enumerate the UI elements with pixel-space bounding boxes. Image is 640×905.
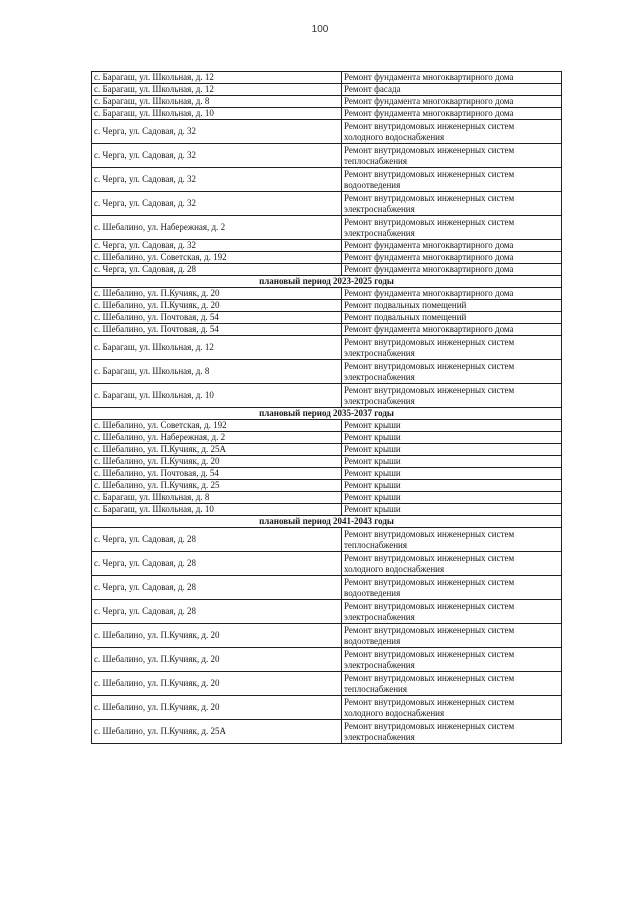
table-row bbox=[92, 120, 562, 144]
table-row bbox=[92, 252, 562, 264]
work-type-line: водоотведения bbox=[344, 635, 401, 646]
work-type-cell bbox=[342, 480, 562, 492]
work-type-cell bbox=[342, 96, 562, 108]
work-type-cell bbox=[342, 360, 562, 384]
work-type-line: водоотведения bbox=[344, 179, 401, 190]
work-type-line: электроснабжения bbox=[344, 611, 415, 622]
address-cell: с. Черга, ул. Садовая, д. 32 bbox=[92, 120, 342, 144]
table-body bbox=[92, 72, 562, 744]
work-type-line: холодного водоснабжения bbox=[344, 563, 445, 574]
address-cell: с. Барагаш, ул. Школьная, д. 8 bbox=[92, 360, 342, 384]
table-row bbox=[92, 324, 562, 336]
work-type-cell bbox=[342, 84, 562, 96]
work-type-line: Ремонт внутридомовых инженерных систем bbox=[344, 384, 515, 395]
work-type-line: Ремонт внутридомовых инженерных систем bbox=[344, 216, 515, 227]
work-type-line: электроснабжения bbox=[344, 227, 415, 238]
work-type-line: Ремонт крыши bbox=[344, 432, 401, 442]
address-cell: с. Барагаш, ул. Школьная, д. 10 bbox=[92, 108, 342, 120]
work-type-line: Ремонт фундамента многоквартирного дома bbox=[344, 72, 514, 82]
section-header-row bbox=[92, 408, 562, 420]
table-row bbox=[92, 696, 562, 720]
work-type-line: теплоснабжения bbox=[344, 539, 407, 550]
table-row bbox=[92, 492, 562, 504]
work-type-cell bbox=[342, 216, 562, 240]
table-row bbox=[92, 384, 562, 408]
table-row bbox=[92, 576, 562, 600]
section-title: плановый период 2035-2037 годы bbox=[92, 408, 562, 420]
work-type-cell bbox=[342, 120, 562, 144]
work-type-line: Ремонт внутридомовых инженерных систем bbox=[344, 360, 515, 371]
section-title: плановый период 2023-2025 годы bbox=[92, 276, 562, 288]
address-cell: с. Барагаш, ул. Школьная, д. 8 bbox=[92, 492, 342, 504]
work-type-cell bbox=[342, 300, 562, 312]
work-type-line: электроснабжения bbox=[344, 347, 415, 358]
work-type-line: Ремонт внутридомовых инженерных систем bbox=[344, 192, 515, 203]
address-cell: с. Шебалино, ул. П.Кучияк, д. 20 bbox=[92, 456, 342, 468]
work-type-line: Ремонт крыши bbox=[344, 468, 401, 478]
work-type-line: Ремонт подвальных помещений bbox=[344, 312, 467, 322]
work-type-line: электроснабжения bbox=[344, 731, 415, 742]
work-type-line: Ремонт внутридомовых инженерных систем bbox=[344, 672, 515, 683]
work-type-line: Ремонт внутридомовых инженерных систем bbox=[344, 528, 515, 539]
work-type-line: электроснабжения bbox=[344, 659, 415, 670]
table-row bbox=[92, 192, 562, 216]
address-cell: с. Шебалино, ул. П.Кучияк, д. 20 bbox=[92, 624, 342, 648]
table-row bbox=[92, 240, 562, 252]
table-row bbox=[92, 336, 562, 360]
work-type-line: Ремонт крыши bbox=[344, 492, 401, 502]
table-row bbox=[92, 144, 562, 168]
address-cell: с. Шебалино, ул. П.Кучияк, д. 20 bbox=[92, 288, 342, 300]
work-type-line: Ремонт подвальных помещений bbox=[344, 300, 467, 310]
table-row bbox=[92, 444, 562, 456]
address-cell: с. Барагаш, ул. Школьная, д. 10 bbox=[92, 504, 342, 516]
work-type-line: Ремонт фундамента многоквартирного дома bbox=[344, 240, 514, 250]
work-type-cell bbox=[342, 384, 562, 408]
work-type-cell bbox=[342, 444, 562, 456]
repair-schedule-table bbox=[91, 71, 562, 744]
address-cell: с. Черга, ул. Садовая, д. 32 bbox=[92, 168, 342, 192]
table-row bbox=[92, 360, 562, 384]
table-row bbox=[92, 300, 562, 312]
work-type-cell bbox=[342, 504, 562, 516]
address-cell: с. Черга, ул. Садовая, д. 28 bbox=[92, 528, 342, 552]
work-type-line: Ремонт внутридомовых инженерных систем bbox=[344, 168, 515, 179]
table-row bbox=[92, 672, 562, 696]
work-type-line: холодного водоснабжения bbox=[344, 707, 445, 718]
address-cell: с. Шебалино, ул. Советская, д. 192 bbox=[92, 420, 342, 432]
work-type-line: Ремонт фасада bbox=[344, 84, 401, 94]
table-row bbox=[92, 468, 562, 480]
address-cell: с. Черга, ул. Садовая, д. 28 bbox=[92, 552, 342, 576]
work-type-cell bbox=[342, 468, 562, 480]
work-type-line: Ремонт внутридомовых инженерных систем bbox=[344, 624, 515, 635]
work-type-line: Ремонт внутридомовых инженерных систем bbox=[344, 720, 515, 731]
work-type-line: Ремонт фундамента многоквартирного дома bbox=[344, 288, 514, 298]
work-type-cell bbox=[342, 696, 562, 720]
address-cell: с. Шебалино, ул. Почтовая, д. 54 bbox=[92, 468, 342, 480]
table-row bbox=[92, 552, 562, 576]
section-header-row bbox=[92, 516, 562, 528]
work-type-cell bbox=[342, 108, 562, 120]
address-cell: с. Черга, ул. Садовая, д. 32 bbox=[92, 240, 342, 252]
table-row bbox=[92, 600, 562, 624]
work-type-line: Ремонт внутридомовых инженерных систем bbox=[344, 576, 515, 587]
address-cell: с. Шебалино, ул. Почтовая, д. 54 bbox=[92, 312, 342, 324]
work-type-line: Ремонт внутридомовых инженерных систем bbox=[344, 120, 515, 131]
work-type-cell bbox=[342, 252, 562, 264]
address-cell: с. Шебалино, ул. Почтовая, д. 54 bbox=[92, 324, 342, 336]
work-type-cell bbox=[342, 144, 562, 168]
work-type-cell bbox=[342, 168, 562, 192]
address-cell: с. Шебалино, ул. Набережная, д. 2 bbox=[92, 216, 342, 240]
work-type-line: холодного водоснабжения bbox=[344, 131, 445, 142]
table-row bbox=[92, 432, 562, 444]
work-type-cell bbox=[342, 240, 562, 252]
table-row bbox=[92, 456, 562, 468]
table-row bbox=[92, 504, 562, 516]
work-type-line: электроснабжения bbox=[344, 371, 415, 382]
work-type-line: Ремонт крыши bbox=[344, 444, 401, 454]
work-type-cell bbox=[342, 552, 562, 576]
work-type-cell bbox=[342, 648, 562, 672]
table-row bbox=[92, 720, 562, 744]
address-cell: с. Барагаш, ул. Школьная, д. 12 bbox=[92, 336, 342, 360]
section-title: плановый период 2041-2043 годы bbox=[92, 516, 562, 528]
table-row bbox=[92, 312, 562, 324]
table-row bbox=[92, 72, 562, 84]
table-row bbox=[92, 288, 562, 300]
work-type-cell bbox=[342, 72, 562, 84]
work-type-line: электроснабжения bbox=[344, 203, 415, 214]
table-row bbox=[92, 216, 562, 240]
table-row bbox=[92, 168, 562, 192]
address-cell: с. Шебалино, ул. Набережная, д. 2 bbox=[92, 432, 342, 444]
address-cell: с. Черга, ул. Садовая, д. 28 bbox=[92, 600, 342, 624]
table-row bbox=[92, 480, 562, 492]
work-type-cell bbox=[342, 456, 562, 468]
work-type-cell bbox=[342, 720, 562, 744]
table-row bbox=[92, 624, 562, 648]
work-type-line: Ремонт фундамента многоквартирного дома bbox=[344, 324, 514, 334]
work-type-line: Ремонт крыши bbox=[344, 456, 401, 466]
work-type-line: Ремонт крыши bbox=[344, 504, 401, 514]
table-row bbox=[92, 108, 562, 120]
work-type-line: Ремонт внутридомовых инженерных систем bbox=[344, 696, 515, 707]
address-cell: с. Шебалино, ул. П.Кучияк, д. 25 bbox=[92, 480, 342, 492]
table-row bbox=[92, 528, 562, 552]
address-cell: с. Шебалино, ул. П.Кучияк, д. 20 bbox=[92, 300, 342, 312]
work-type-line: Ремонт фундамента многоквартирного дома bbox=[344, 96, 514, 106]
work-type-line: Ремонт крыши bbox=[344, 420, 401, 430]
address-cell: с. Барагаш, ул. Школьная, д. 12 bbox=[92, 84, 342, 96]
address-cell: с. Шебалино, ул. П.Кучияк, д. 20 bbox=[92, 696, 342, 720]
table-row bbox=[92, 648, 562, 672]
address-cell: с. Барагаш, ул. Школьная, д. 12 bbox=[92, 72, 342, 84]
work-type-line: Ремонт внутридомовых инженерных систем bbox=[344, 648, 515, 659]
table-row bbox=[92, 96, 562, 108]
work-type-line: Ремонт внутридомовых инженерных систем bbox=[344, 336, 515, 347]
work-type-line: теплоснабжения bbox=[344, 683, 407, 694]
work-type-cell bbox=[342, 672, 562, 696]
work-type-line: Ремонт внутридомовых инженерных систем bbox=[344, 600, 515, 611]
work-type-line: Ремонт фундамента многоквартирного дома bbox=[344, 252, 514, 262]
work-type-cell bbox=[342, 336, 562, 360]
address-cell: с. Барагаш, ул. Школьная, д. 10 bbox=[92, 384, 342, 408]
work-type-cell bbox=[342, 288, 562, 300]
work-type-cell bbox=[342, 576, 562, 600]
address-cell: с. Барагаш, ул. Школьная, д. 8 bbox=[92, 96, 342, 108]
work-type-cell bbox=[342, 492, 562, 504]
work-type-cell bbox=[342, 312, 562, 324]
work-type-cell bbox=[342, 324, 562, 336]
work-type-cell bbox=[342, 432, 562, 444]
address-cell: с. Шебалино, ул. П.Кучияк, д. 25А bbox=[92, 444, 342, 456]
table-row bbox=[92, 84, 562, 96]
table-row bbox=[92, 264, 562, 276]
table-row bbox=[92, 420, 562, 432]
page-number: 100 bbox=[311, 24, 329, 35]
address-cell: с. Черга, ул. Садовая, д. 28 bbox=[92, 264, 342, 276]
address-cell: с. Шебалино, ул. П.Кучияк, д. 20 bbox=[92, 672, 342, 696]
work-type-line: электроснабжения bbox=[344, 395, 415, 406]
work-type-cell bbox=[342, 420, 562, 432]
work-type-line: Ремонт фундамента многоквартирного дома bbox=[344, 108, 514, 118]
work-type-cell bbox=[342, 624, 562, 648]
section-header-row bbox=[92, 276, 562, 288]
work-type-line: Ремонт внутридомовых инженерных систем bbox=[344, 552, 515, 563]
work-type-line: водоотведения bbox=[344, 587, 401, 598]
address-cell: с. Шебалино, ул. П.Кучияк, д. 20 bbox=[92, 648, 342, 672]
address-cell: с. Черга, ул. Садовая, д. 28 bbox=[92, 576, 342, 600]
work-type-cell bbox=[342, 600, 562, 624]
work-type-cell bbox=[342, 528, 562, 552]
address-cell: с. Черга, ул. Садовая, д. 32 bbox=[92, 192, 342, 216]
work-type-line: Ремонт внутридомовых инженерных систем bbox=[344, 144, 515, 155]
work-type-line: теплоснабжения bbox=[344, 155, 407, 166]
address-cell: с. Шебалино, ул. П.Кучияк, д. 25А bbox=[92, 720, 342, 744]
work-type-line: Ремонт крыши bbox=[344, 480, 401, 490]
address-cell: с. Шебалино, ул. Советская, д. 192 bbox=[92, 252, 342, 264]
work-type-cell bbox=[342, 264, 562, 276]
work-type-line: Ремонт фундамента многоквартирного дома bbox=[344, 264, 514, 274]
address-cell: с. Черга, ул. Садовая, д. 32 bbox=[92, 144, 342, 168]
work-type-cell bbox=[342, 192, 562, 216]
